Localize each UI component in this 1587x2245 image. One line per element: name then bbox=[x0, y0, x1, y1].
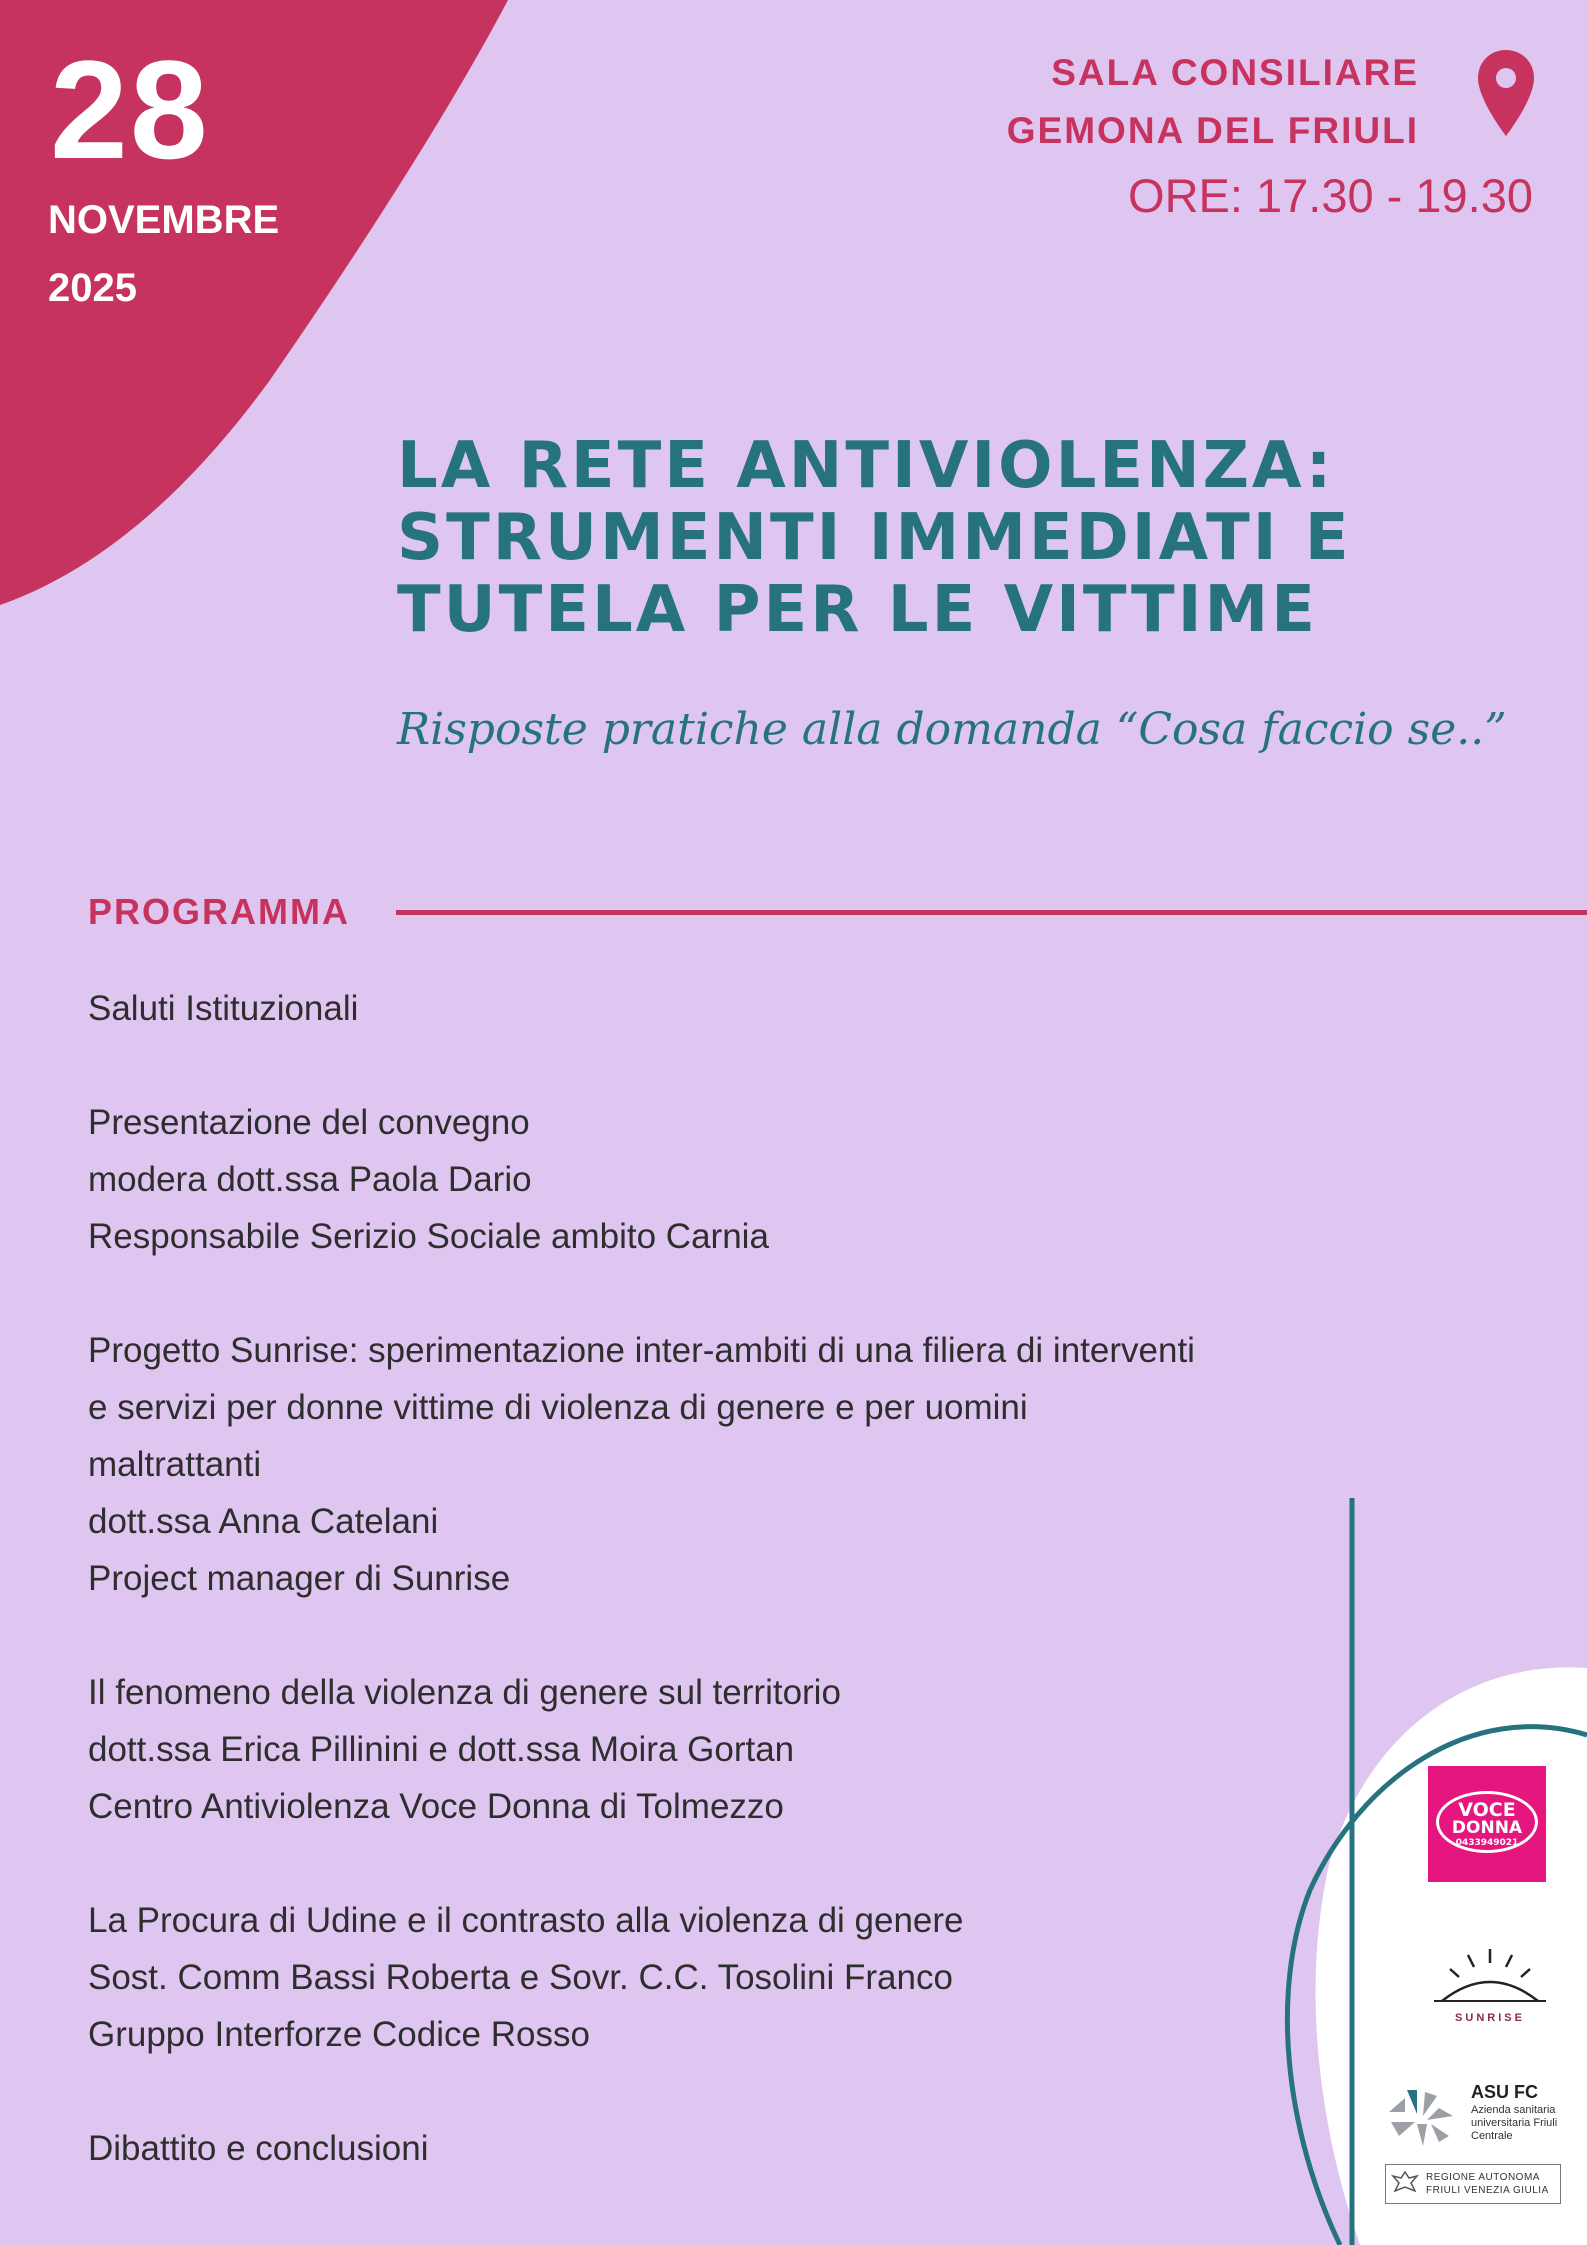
title-line: STRUMENTI IMMEDIATI E bbox=[397, 501, 1352, 575]
fvg-region-text: REGIONE AUTONOMA FRIULI VENEZIA GIULIA bbox=[1426, 2172, 1549, 2196]
program-line: Saluti Istituzionali bbox=[88, 989, 359, 1028]
program-line: Sost. Comm Bassi Roberta e Sovr. C.C. Tosolini Franco bbox=[88, 1958, 953, 1997]
program-line: Gruppo Interforze Codice Rosso bbox=[88, 2015, 590, 2054]
voce-donna-word1: VOCE bbox=[1458, 1799, 1516, 1821]
program-item bbox=[88, 1094, 1368, 1265]
location-pin-icon bbox=[1475, 48, 1537, 138]
eagle-icon bbox=[1390, 2169, 1420, 2199]
program-line: e servizi per donne vittime di violenza di genere e per uomini bbox=[88, 1388, 1028, 1427]
event-year: 2025 bbox=[48, 266, 137, 310]
program-heading: PROGRAMMA bbox=[88, 891, 350, 932]
program-line: dott.ssa Erica Pillinini e dott.ssa Moira Gortan bbox=[88, 1730, 795, 1769]
program-line: dott.ssa Anna Catelani bbox=[88, 1502, 439, 1541]
program-line: Dibattito e conclusioni bbox=[88, 2129, 429, 2168]
event-month: NOVEMBRE bbox=[48, 198, 280, 242]
event-subtitle: Risposte pratiche alla domanda “Cosa faccio se..” bbox=[397, 704, 1507, 755]
program-divider bbox=[396, 910, 1587, 915]
program-line: Progetto Sunrise: sperimentazione inter-ambiti di una filiera di interventi bbox=[88, 1331, 1195, 1370]
program-item bbox=[88, 1664, 1368, 1835]
voce-donna-phone: 0433949021 bbox=[1455, 1838, 1519, 1848]
program-item bbox=[88, 1892, 1368, 2063]
sunrise-logo-text: SUNRISE bbox=[1455, 2012, 1525, 2024]
program-list bbox=[88, 980, 1368, 2234]
asu-fc-title: ASU FC bbox=[1471, 2082, 1538, 2102]
title-line: LA RETE ANTIVIOLENZA: bbox=[397, 429, 1335, 503]
program-item bbox=[88, 2120, 1368, 2177]
program-line: maltrattanti bbox=[88, 1445, 262, 1484]
program-line: La Procura di Udine e il contrasto alla violenza di genere bbox=[88, 1901, 964, 1940]
program-line: Centro Antiviolenza Voce Donna di Tolmezzo bbox=[88, 1787, 784, 1826]
asu-fc-mark-icon bbox=[1383, 2086, 1459, 2148]
venue-hall: SALA CONSILIARE bbox=[1051, 52, 1419, 93]
title-line: TUTELA PER LE VITTIME bbox=[397, 573, 1318, 647]
program-line: Project manager di Sunrise bbox=[88, 1559, 511, 1598]
program-item bbox=[88, 980, 1368, 1037]
venue-town: GEMONA DEL FRIULI bbox=[1006, 110, 1419, 151]
program-item bbox=[88, 1322, 1368, 1607]
program-line: Il fenomeno della violenza di genere sul territorio bbox=[88, 1673, 841, 1712]
program-line: Responsabile Serizio Sociale ambito Carnia bbox=[88, 1217, 769, 1256]
asu-fc-subtitle: Azienda sanitaria universitaria Friuli Centrale bbox=[1471, 2104, 1558, 2142]
program-line: modera dott.ssa Paola Dario bbox=[88, 1160, 532, 1199]
event-time: ORE: 17.30 - 19.30 bbox=[1128, 169, 1533, 222]
voce-donna-logo bbox=[1428, 1766, 1546, 1882]
event-title bbox=[397, 430, 1547, 646]
asu-fc-logo bbox=[1383, 2082, 1563, 2152]
voce-donna-word2: DONNA bbox=[1451, 1818, 1523, 1838]
program-line: Presentazione del convegno bbox=[88, 1103, 530, 1142]
fvg-region-logo bbox=[1385, 2164, 1561, 2204]
event-day: 28 bbox=[50, 31, 210, 188]
